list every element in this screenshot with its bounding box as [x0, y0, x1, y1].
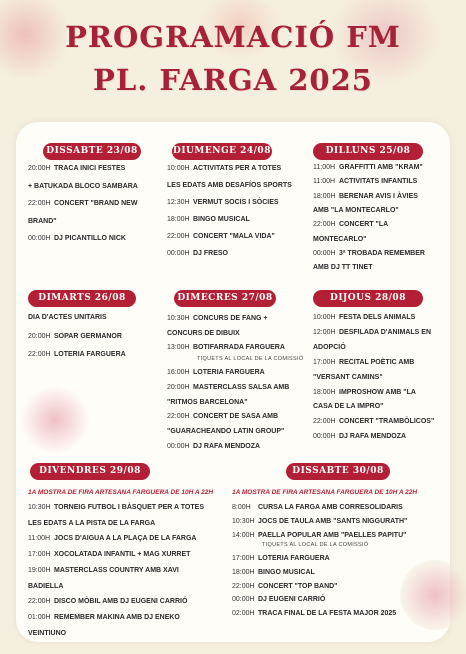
event-row	[28, 199, 137, 208]
event-title: CONCERT DE SASA AMB	[193, 413, 279, 421]
event-time: 02:00H	[232, 610, 255, 618]
event-title: MASTERCLASS SALSA AMB	[193, 384, 290, 392]
event-time: 22:00H	[28, 351, 51, 358]
event-row	[232, 531, 406, 540]
event-time: 17:00H	[232, 555, 255, 563]
event-row	[232, 595, 325, 604]
event-title: ACTIVITATS PER A TOTES	[193, 165, 282, 172]
event-row	[232, 609, 396, 618]
event-time: 00:00H	[313, 249, 336, 257]
event-row	[313, 373, 383, 382]
event-row	[167, 343, 285, 352]
event-time: 20:00H	[28, 332, 51, 340]
event-title: 3ª TROBADA REMEMBER	[339, 249, 425, 257]
day-header: DIMARTS 26/08	[28, 290, 136, 307]
event-row	[167, 314, 267, 323]
event-row	[28, 182, 138, 191]
event-title: DJ RAFA MENDOZA	[339, 433, 407, 441]
event-time: 10:00H	[313, 314, 336, 321]
event-time: 22:00H	[313, 221, 336, 229]
event-row	[28, 534, 196, 543]
event-title: CONCERT "BRAND NEW	[54, 200, 138, 207]
event-row	[28, 164, 125, 173]
event-time: 17:00H	[28, 551, 51, 559]
event-time: 22:00H	[28, 200, 51, 207]
event-row	[313, 163, 423, 172]
event-time: 8:00H	[232, 504, 251, 511]
event-time: 11:00H	[313, 178, 336, 186]
event-title: LOTERIA FARGUERA	[193, 369, 265, 377]
event-row	[28, 313, 107, 322]
event-row	[313, 402, 383, 411]
event-title: VEINTIUNO	[28, 629, 67, 637]
event-row	[313, 249, 425, 258]
event-row	[167, 398, 248, 407]
event-title: TRACA INICI FESTES	[54, 165, 126, 172]
event-row	[167, 215, 250, 224]
event-row	[313, 220, 388, 229]
event-title: CONCERT "MALA VIDA"	[193, 232, 275, 240]
event-title: XOCOLATADA INFANTIL + MAG XURRET	[54, 551, 191, 559]
event-row	[28, 629, 66, 638]
event-title: CONCERT "TOP BAND"	[258, 582, 338, 590]
event-row	[28, 597, 187, 606]
event-title: DJ PICANTILLO NICK	[54, 235, 126, 242]
page-title-line1: PROGRAMACIÓ FM	[65, 20, 401, 54]
event-title: CONCERT "LA	[339, 221, 389, 229]
event-title: LES EDATS AMB DESAFÍOS SPORTS	[167, 181, 292, 189]
event-time: 22:00H	[313, 418, 336, 426]
event-title: "RITMOS BARCELONA"	[167, 398, 248, 406]
event-row	[167, 198, 279, 207]
event-time: 11:00H	[313, 164, 336, 171]
event-row	[313, 358, 414, 367]
event-row	[167, 383, 289, 392]
event-time: 22:00H	[167, 413, 190, 421]
event-row	[167, 249, 228, 258]
event-row	[167, 442, 260, 451]
event-title: FESTA DELS ANIMALS	[339, 314, 416, 321]
event-row	[313, 388, 416, 397]
event-time: 20:00H	[167, 384, 190, 392]
event-time: 18:00H	[313, 192, 336, 200]
event-title: BINGO MUSICAL	[258, 568, 315, 576]
event-row	[167, 427, 284, 436]
event-title: AMB "LA MONTECARLO"	[313, 206, 399, 214]
event-time: 18:00H	[167, 215, 190, 223]
day-header: DIVENDRES 29/08	[30, 463, 150, 480]
fair-note: 1A MOSTRA DE FIRA ARTESANA FARGUERA DE 10H A 22H	[28, 489, 214, 496]
event-time: 10:00H	[167, 165, 190, 172]
day-header: DIUMENGE 24/08	[172, 143, 272, 160]
event-row	[167, 164, 281, 173]
event-title: LOTERIA FARGUERA	[54, 351, 126, 358]
event-title: REMEMBER MAKINA AMB DJ ENEKO	[54, 613, 180, 621]
day-header: DIJOUS 28/08	[313, 290, 423, 307]
event-title: VERMUT SOCIS I SÒCIES	[193, 198, 279, 206]
event-title: BINGO MUSICAL	[193, 215, 250, 223]
event-title: ADOPCIÓ	[313, 343, 346, 351]
event-row	[313, 177, 417, 186]
day-header: DIMECRES 27/08	[174, 290, 276, 307]
event-title: DJ FRESO	[193, 249, 229, 257]
event-row	[232, 554, 330, 563]
ticket-note: TIQUETS AL LOCAL DE LA COMISSIÓ	[262, 542, 369, 549]
event-time: 10:30H	[232, 517, 255, 525]
event-row	[28, 582, 63, 591]
event-title: "VERSANT CAMINS"	[313, 373, 383, 381]
event-title: SOPAR GERMANOR	[54, 332, 122, 340]
event-title: "GUARACHEANDO LATIN GROUP"	[167, 428, 285, 436]
event-title: JOCS D'AIGUA A LA PLAÇA DE LA FARGA	[54, 535, 197, 543]
event-time: 16:00H	[167, 369, 190, 377]
event-row	[313, 206, 399, 215]
event-time: 22:00H	[28, 598, 51, 606]
event-time: 11:00H	[28, 535, 51, 543]
event-row	[232, 517, 407, 526]
event-time: 18:00H	[313, 388, 336, 396]
event-title: AMB DJ TT TINET	[313, 264, 373, 272]
fair-note: 1A MOSTRA DE FIRA ARTESANA FARGUERA DE 10H A 22H	[232, 489, 418, 496]
event-time: 12:00H	[313, 328, 336, 336]
day-header: DISSABTE 23/08	[43, 143, 141, 160]
event-title: DJ RAFA MENDOZA	[193, 442, 261, 450]
event-row	[232, 568, 315, 577]
event-time: 00:00H	[167, 442, 190, 450]
event-row	[28, 234, 126, 243]
event-row	[313, 343, 346, 352]
event-title: PAELLA POPULAR AMB "PAELLES PAPITU"	[258, 531, 407, 539]
event-row	[167, 368, 265, 377]
event-time: 22:00H	[232, 582, 255, 590]
event-time: 12:30H	[167, 198, 190, 206]
event-title: BOTIFARRADA FARGUERA	[193, 344, 285, 352]
event-row	[232, 582, 338, 591]
event-title: BADIELLA	[28, 582, 64, 590]
event-title: BRAND"	[28, 217, 57, 225]
event-row	[313, 235, 366, 244]
event-time: 22:00H	[167, 232, 190, 240]
event-row	[167, 232, 275, 241]
event-time: 10:30H	[28, 504, 51, 511]
event-time: 14:00H	[232, 531, 255, 539]
event-title: DISCO MÒBIL AMB DJ EUGENI CARRIÓ	[54, 598, 188, 606]
event-title: CONCURS DE DIBUIX	[167, 329, 240, 337]
event-time: 10:30H	[167, 315, 190, 322]
event-title: LOTERIA FARGUERA	[258, 555, 330, 563]
event-row	[28, 519, 155, 528]
event-row	[167, 329, 240, 338]
event-title: TORNEIG FUTBOL I BÀSQUET PER A TOTES	[54, 504, 204, 511]
event-title: BERENAR AVIS I ÀVIES	[339, 192, 418, 200]
event-title: TRACA FINAL DE LA FESTA MAJOR 2025	[258, 610, 397, 618]
event-row	[167, 412, 278, 421]
event-time: 01:00H	[28, 613, 51, 621]
event-row	[313, 192, 418, 201]
event-title: RECITAL POÈTIC AMB	[339, 358, 415, 366]
event-row	[28, 550, 190, 559]
event-row	[167, 181, 292, 190]
event-row	[28, 217, 57, 226]
event-time: 00:00H	[28, 235, 51, 242]
event-title: DESFILADA D'ANIMALS EN	[339, 328, 432, 336]
event-title: + BATUKADA BLOCO SAMBARA	[28, 182, 138, 190]
event-title: LES EDATS A LA PISTA DE LA FARGA	[28, 519, 156, 527]
day-header: DILLUNS 25/08	[313, 143, 423, 160]
event-row	[28, 332, 122, 341]
event-title: GRAFFITTI AMB "KRAM"	[339, 164, 423, 171]
event-row	[313, 328, 431, 337]
event-title: IMPROSHOW AMB "LA	[339, 388, 416, 396]
event-title: MASTERCLASS COUNTRY AMB XAVI	[54, 566, 179, 574]
event-title: JOCS DE TAULA AMB "SANTS NIGGURATH"	[258, 517, 408, 525]
event-time: 00:00H	[313, 433, 336, 441]
ticket-note: TIQUETS AL LOCAL DE LA COMISSIÓ	[197, 356, 304, 363]
event-time: 19:00H	[28, 566, 51, 574]
event-title: CURSA LA FARGA AMB CORRESOLIDARIS	[258, 504, 403, 511]
event-row	[313, 417, 434, 426]
event-time: 13:00H	[167, 344, 190, 352]
event-row	[28, 613, 180, 622]
event-row	[28, 503, 204, 512]
event-time: 20:00H	[28, 165, 51, 172]
event-title: DIA D'ACTES UNITARIS	[28, 314, 107, 321]
event-title: CONCURS DE FANG +	[193, 315, 268, 322]
event-title: MONTECARLO"	[313, 235, 367, 243]
event-row	[28, 350, 126, 359]
event-time: 17:00H	[313, 358, 336, 366]
event-title: CASA DE LA IMPRO"	[313, 403, 384, 411]
event-row	[313, 313, 415, 322]
event-title: ACTIVITATS INFANTILS	[339, 178, 418, 186]
event-row	[28, 566, 179, 575]
page-title-line2: PL. FARGA 2025	[93, 63, 373, 97]
event-title: DJ EUGENI CARRIÓ	[258, 596, 326, 604]
event-row	[232, 503, 403, 512]
day-header: DISSABTE 30/08	[286, 463, 390, 480]
event-row	[313, 263, 373, 272]
event-time: 18:00H	[232, 568, 255, 576]
event-row	[313, 432, 406, 441]
event-title: CONCERT "TRAMBÒLICOS"	[339, 418, 435, 426]
event-time: 00:00H	[232, 596, 255, 604]
event-time: 00:00H	[167, 249, 190, 257]
